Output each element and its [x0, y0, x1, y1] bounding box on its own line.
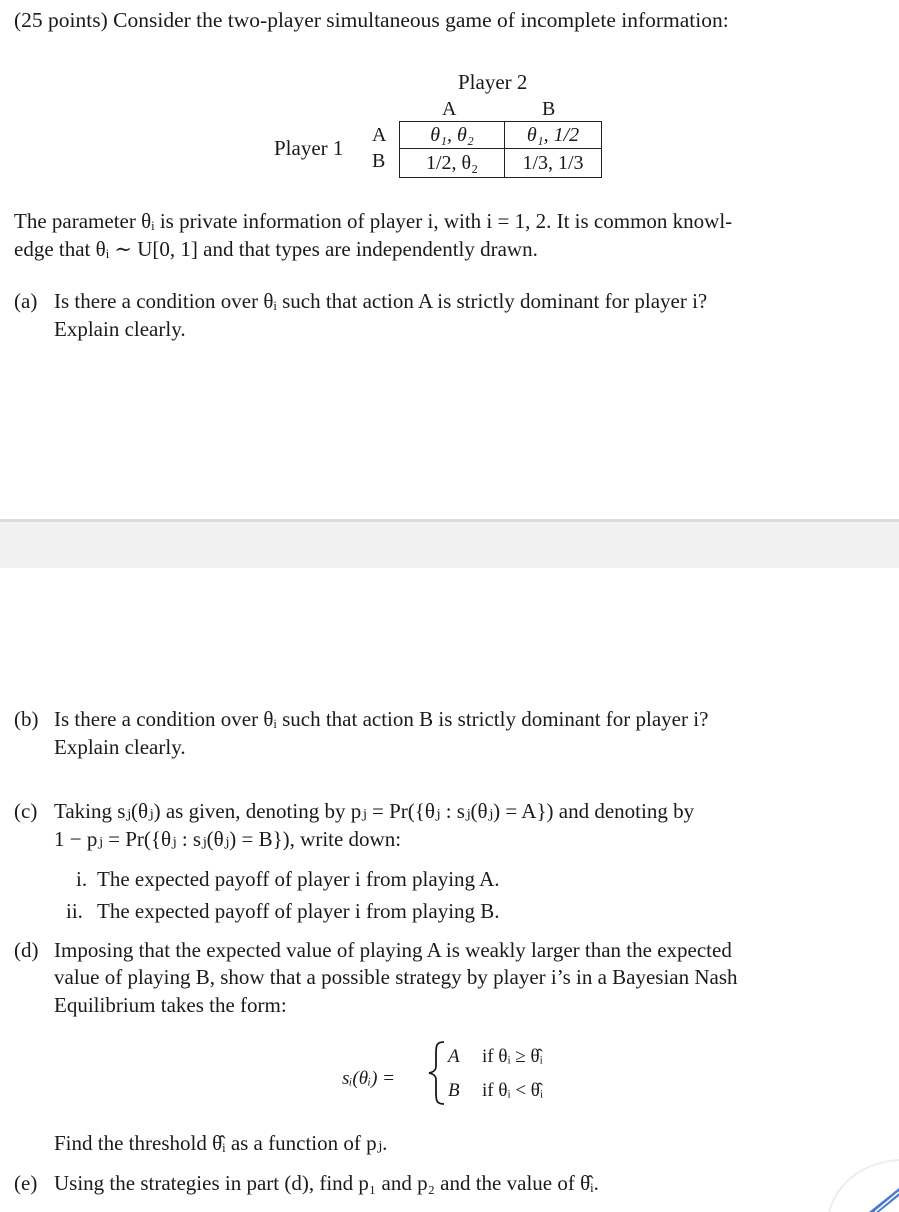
part-d-line-2: value of playing B, show that a possible strategy by player i’s in a Bayesian Nash — [54, 965, 738, 989]
part-a-line-1: Is there a condition over θᵢ such that action A is strictly dominant for player i? — [54, 289, 708, 313]
question-header: (25 points) Consider the two-player simultaneous game of incomplete information: — [14, 8, 729, 32]
part-c-item-2-text: The expected payoff of player i from playing B. — [97, 899, 500, 923]
part-c-line-2: 1 − pⱼ = Pr({θⱼ : sⱼ(θⱼ) = B}), write down: — [54, 827, 402, 851]
part-b-line-1: Is there a condition over θᵢ such that action B is strictly dominant for player i? — [54, 707, 709, 731]
corner-pen-icon — [789, 1122, 899, 1212]
part-e-label: (e) — [14, 1171, 38, 1195]
page-break-band — [0, 519, 899, 568]
part-c-label: (c) — [14, 799, 38, 823]
col-player-label: Player 2 — [458, 70, 528, 94]
part-c-item-1-text: The expected payoff of player i from playing A. — [97, 867, 500, 891]
part-c-line-1: Taking sⱼ(θⱼ) as given, denoting by pⱼ = Pr({θⱼ : sⱼ(θⱼ) = A}) and denoting by — [54, 799, 695, 823]
case-1-action: A — [448, 1046, 460, 1067]
part-a-label: (a) — [14, 289, 38, 313]
intro-line-2: edge that θᵢ ∼ U[0, 1] and that types are independently drawn. — [14, 237, 538, 261]
part-d-line-1: Imposing that the expected value of playing A is weakly larger than the expected — [54, 938, 732, 962]
col-label-a: A — [442, 98, 457, 120]
case-1-condition: if θᵢ ≥ θ̂ᵢ — [482, 1046, 543, 1067]
row-player-label: Player 1 — [274, 136, 344, 160]
part-a-line-2: Explain clearly. — [54, 317, 186, 341]
matrix-cell-bb: 1/3, 1/3 — [522, 152, 584, 174]
strategy-lhs: sᵢ(θᵢ) = — [342, 1068, 395, 1089]
col-label-b: B — [542, 98, 556, 120]
matrix-cell-ba: 1/2, θ₂ — [425, 152, 479, 174]
part-b-line-2: Explain clearly. — [54, 735, 186, 759]
payoff-matrix — [0, 0, 899, 190]
part-d-label: (d) — [14, 938, 39, 962]
cases-brace-icon — [426, 1040, 448, 1106]
matrix-cell-aa: θ₁, θ₂ — [430, 124, 474, 146]
part-c-item-1-label: i. — [76, 867, 88, 891]
matrix-cell-ab: θ₁, 1/2 — [526, 124, 580, 146]
part-d-followup: Find the threshold θ̂ᵢ as a function of pⱼ. — [54, 1131, 388, 1155]
part-b-label: (b) — [14, 707, 39, 731]
part-e-line-1: Using the strategies in part (d), find p₁ and p₂ and the value of θ̂ᵢ. — [54, 1171, 599, 1195]
row-label-b: B — [372, 150, 386, 172]
case-2-action: B — [448, 1080, 460, 1101]
row-label-a: A — [372, 124, 387, 146]
case-2-condition: if θᵢ < θ̂ᵢ — [482, 1080, 543, 1101]
intro-line-1: The parameter θᵢ is private information of player i, with i = 1, 2. It is common knowl- — [14, 209, 733, 233]
part-d-line-3: Equilibrium takes the form: — [54, 993, 287, 1017]
part-c-item-2-label: ii. — [66, 899, 83, 923]
